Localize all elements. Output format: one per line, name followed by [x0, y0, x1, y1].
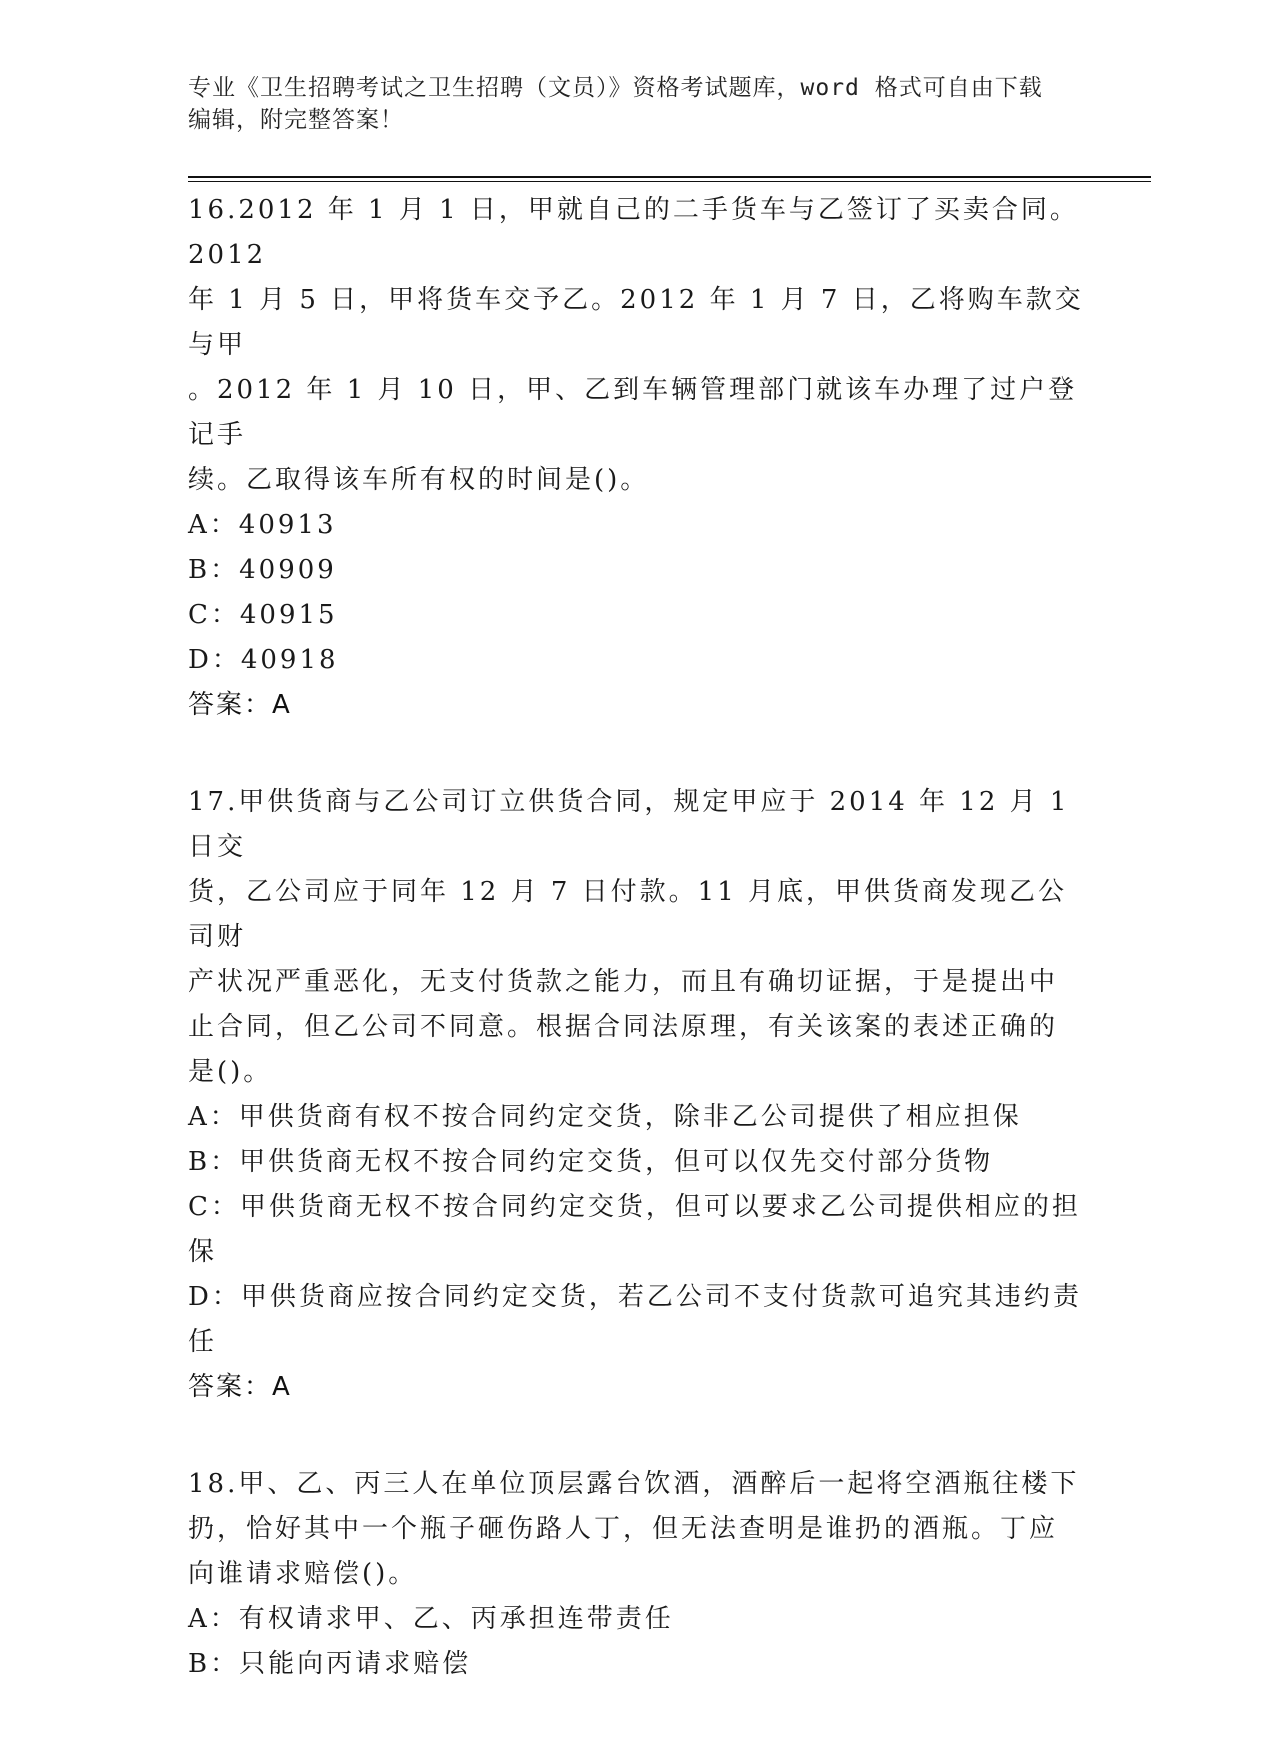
answer-option-line: 任	[188, 1327, 218, 1357]
question-block	[188, 780, 1088, 1410]
question-stem-line: 扔，恰好其中一个瓶子砸伤路人丁，但无法查明是谁扔的酒瓶。丁应	[188, 1514, 1059, 1544]
answer-option-line: B：只能向丙请求赔偿	[188, 1649, 472, 1679]
question-stem-line: 向谁请求赔偿()。	[188, 1559, 418, 1589]
answer-option-line: B：甲供货商无权不按合同约定交货，但可以仅先交付部分货物	[188, 1147, 994, 1177]
answer-option-line: A：有权请求甲、乙、丙承担连带责任	[188, 1604, 674, 1634]
answer-option-line: A：甲供货商有权不按合同约定交货，除非乙公司提供了相应担保	[188, 1102, 1022, 1132]
document-header	[188, 72, 1088, 136]
question-stem-line: 货，乙公司应于同年 12 月 7 日付款。11 月底，甲供货商发现乙公司财	[188, 877, 1068, 952]
question-block	[188, 188, 1088, 728]
question-stem-line: 16.2012 年 1 月 1 日，甲就自己的二手货车与乙签订了买卖合同。2012	[188, 195, 1079, 270]
answer-option-line: A：40913	[188, 510, 337, 540]
question-stem-line: 17.甲供货商与乙公司订立供货合同，规定甲应于 2014 年 12 月 1 日交	[188, 787, 1070, 862]
answer-option-line: 保	[188, 1237, 218, 1267]
answer-key: 答案：A	[188, 1372, 292, 1402]
question-stem-line: 是()。	[188, 1057, 273, 1087]
question-stem-line: 18.甲、乙、丙三人在单位顶层露台饮酒，酒醉后一起将空酒瓶往楼下	[188, 1469, 1080, 1499]
header-intro-line-2: 编辑，附完整答案！	[188, 107, 404, 133]
question-block	[188, 1462, 1088, 1687]
header-intro-line-1: 专业《卫生招聘考试之卫生招聘（文员）》资格考试题库，word 格式可自由下载	[188, 75, 1043, 101]
answer-option-line: D：甲供货商应按合同约定交货，若乙公司不支付货款可追究其违约责	[188, 1282, 1082, 1312]
question-stem-line: 续。乙取得该车所有权的时间是()。	[188, 465, 650, 495]
answer-option-line: B：40909	[188, 555, 337, 585]
answer-key: 答案：A	[188, 690, 292, 720]
answer-option-line: C：甲供货商无权不按合同约定交货，但可以要求乙公司提供相应的担	[188, 1192, 1081, 1222]
answer-option-line: C：40915	[188, 600, 338, 630]
header-divider-thick	[188, 176, 1151, 178]
header-divider-thin	[188, 181, 1151, 182]
answer-option-line: D：40918	[188, 645, 339, 675]
question-stem-line: 止合同，但乙公司不同意。根据合同法原理，有关该案的表述正确的	[188, 1012, 1059, 1042]
question-list	[188, 188, 1088, 1739]
question-stem-line: 年 1 月 5 日，甲将货车交予乙。2012 年 1 月 7 日，乙将购车款交与甲	[188, 285, 1084, 360]
question-stem-line: 。2012 年 1 月 10 日，甲、乙到车辆管理部门就该车办理了过户登记手	[188, 375, 1078, 450]
question-stem-line: 产状况严重恶化，无支付货款之能力，而且有确切证据，于是提出中	[188, 967, 1059, 997]
